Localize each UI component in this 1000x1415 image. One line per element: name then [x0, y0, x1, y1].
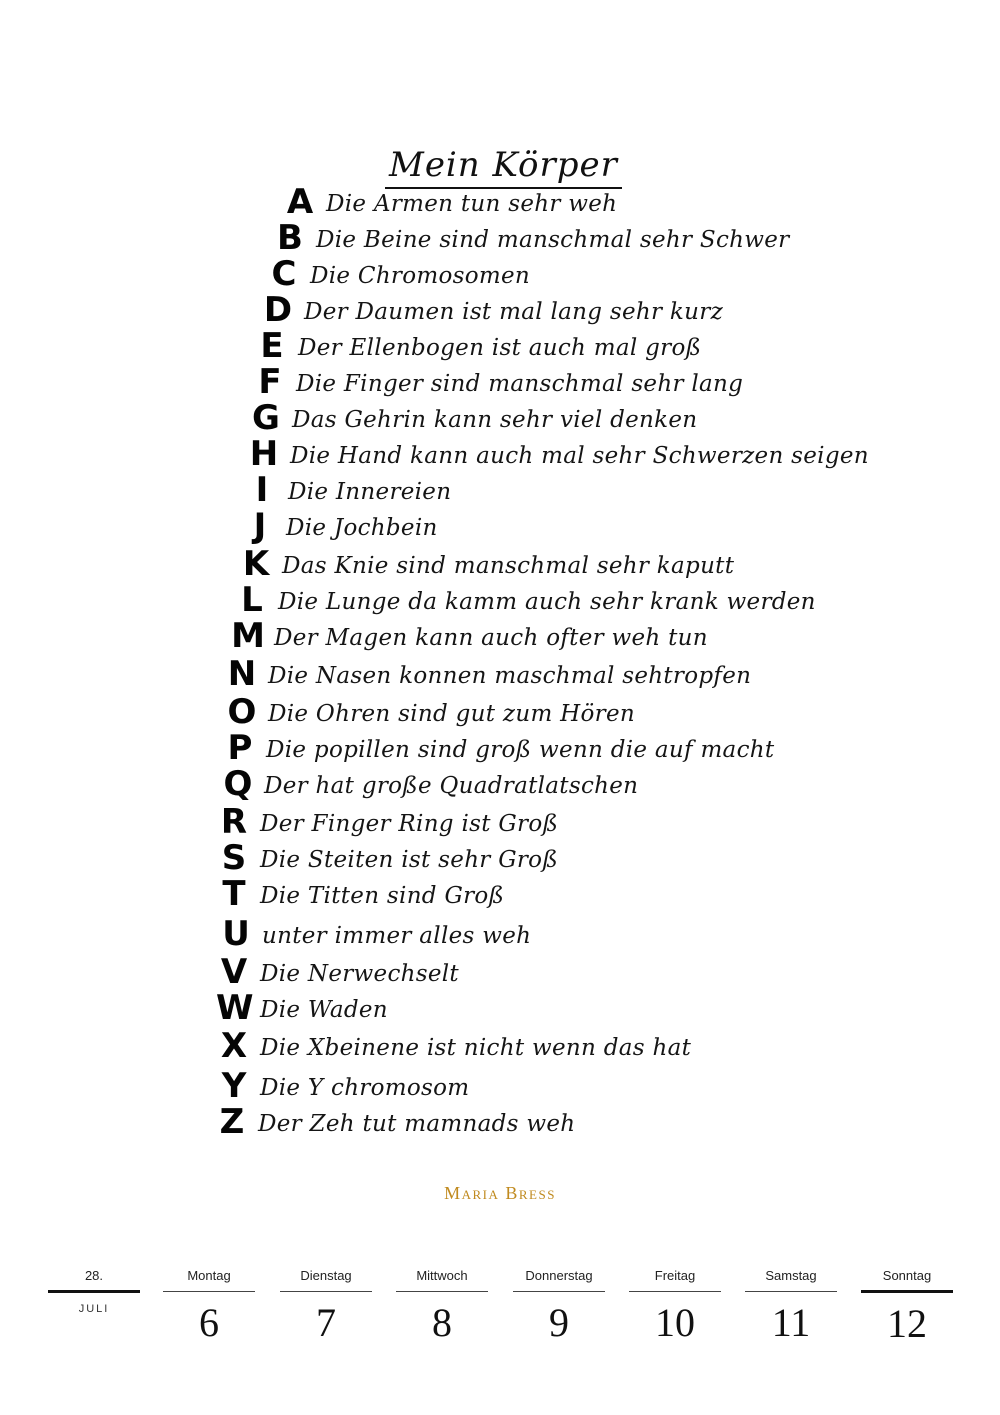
poem-line-letter: V — [220, 952, 248, 992]
poem-line-letter: Z — [219, 1102, 245, 1142]
poem-line-text: Das Gehrin kann sehr viel denken — [292, 407, 698, 433]
calendar-day — [280, 1262, 372, 1346]
poem-line-letter: U — [222, 914, 250, 954]
handwritten-poem — [216, 135, 869, 1170]
poem-line-letter: Y — [221, 1066, 247, 1106]
poem-line-letter: N — [227, 654, 257, 694]
day-name: Freitag — [654, 1268, 696, 1283]
poem-line-letter: T — [222, 874, 246, 914]
day-rule — [163, 1291, 255, 1292]
poem-line-letter: A — [286, 182, 314, 222]
day-rule — [513, 1291, 605, 1292]
day-name: Mittwoch — [416, 1268, 468, 1283]
poem-line-letter: M — [231, 616, 265, 656]
poem-line-letter: X — [220, 1026, 248, 1066]
poem-line-letter: K — [242, 544, 270, 584]
poem-line-text: Die Nerwechselt — [260, 961, 459, 987]
week-column — [48, 1262, 140, 1315]
poem-line-letter: L — [241, 580, 263, 620]
poem-line-letter: F — [258, 362, 282, 402]
day-rule — [861, 1290, 953, 1293]
day-rule — [396, 1291, 488, 1292]
poem-line-text: Die Nasen konnen maschmal sehtropfen — [268, 663, 752, 689]
day-name: Dienstag — [300, 1268, 352, 1283]
calendar-day — [163, 1262, 255, 1346]
poem-line-text: Die Xbeinene ist nicht wenn das hat — [260, 1035, 692, 1061]
poem-line-text: Die Waden — [260, 997, 388, 1023]
poem-line-text: unter immer alles weh — [262, 923, 532, 949]
week-number: 28. — [84, 1268, 104, 1283]
poem-line-text: Der Zeh tut mamnads weh — [258, 1111, 576, 1137]
poem-line-text: Der Daumen ist mal lang sehr kurz — [304, 299, 723, 325]
month-label: JULI — [78, 1303, 110, 1315]
week-calendar — [48, 1262, 953, 1357]
day-name: Samstag — [765, 1268, 817, 1283]
poem-line-letter: B — [277, 218, 303, 258]
poem-line-text: Die Jochbein — [286, 515, 438, 541]
poem-line-letter: D — [263, 290, 293, 330]
day-rule — [745, 1291, 837, 1292]
poem-line-letter: P — [227, 728, 253, 768]
poem-line-text: Die Ohren sind gut zum Hören — [268, 701, 635, 727]
poem-line-letter: H — [249, 434, 279, 474]
poem-line-letter: R — [220, 802, 248, 842]
poem-line-letter: G — [252, 398, 280, 438]
poem-line-letter: E — [260, 326, 284, 366]
poem-line-text: Die popillen sind groß wenn die auf macht — [266, 737, 775, 763]
day-rule — [629, 1291, 721, 1292]
poem-line-text: Das Knie sind manschmal sehr kaputt — [282, 553, 735, 579]
day-date: 8 — [432, 1300, 452, 1345]
day-date: 9 — [549, 1300, 569, 1345]
poem-line-text: Die Chromosomen — [310, 263, 531, 289]
poem-line-text: Die Finger sind manschmal sehr lang — [296, 371, 744, 397]
day-rule — [280, 1291, 372, 1292]
artist-signature: Maria Bress — [444, 1183, 556, 1203]
poem-line-text: Die Titten sind Groß — [260, 883, 505, 909]
day-date: 10 — [655, 1300, 695, 1345]
day-date: 11 — [771, 1300, 811, 1345]
poem-line-letter: J — [253, 506, 267, 546]
poem-line-text: Der Ellenbogen ist auch mal groß — [298, 335, 702, 361]
day-name: Sonntag — [882, 1268, 932, 1283]
poem-line-text: Der Finger Ring ist Groß — [260, 811, 559, 837]
day-date: 6 — [199, 1300, 219, 1345]
poem-title: Mein Körper — [385, 145, 622, 189]
poem-line-text: Die Steiten ist sehr Groß — [260, 847, 558, 873]
calendar-day — [629, 1262, 721, 1346]
day-name: Donnerstag — [525, 1268, 593, 1283]
poem-line-letter: S — [221, 838, 247, 878]
calendar-day — [513, 1262, 605, 1346]
week-rule — [48, 1290, 140, 1293]
poem-line-text: Die Innereien — [288, 479, 452, 505]
poem-line-text: Die Beine sind manschmal sehr Schwer — [316, 227, 790, 253]
poem-line-text: Die Armen tun sehr weh — [326, 191, 618, 217]
poem-line-text: Der hat große Quadratlatschen — [264, 773, 639, 799]
calendar-day — [396, 1262, 488, 1346]
poem-line-text: Der Magen kann auch ofter weh tun — [274, 625, 708, 651]
day-name: Montag — [187, 1268, 231, 1283]
poem-line-text: Die Y chromosom — [260, 1075, 470, 1101]
poem-line-letter: O — [227, 692, 257, 732]
calendar-day — [745, 1262, 837, 1346]
calendar-day — [861, 1262, 953, 1347]
day-date: 7 — [316, 1300, 336, 1345]
poem-line-letter: I — [255, 470, 269, 510]
poem-line-text: Die Lunge da kamm auch sehr krank werden — [278, 589, 816, 615]
poem-line-text: Die Hand kann auch mal sehr Schwerzen seigen — [290, 443, 869, 469]
day-date: 12 — [887, 1301, 927, 1346]
poem-line-letter: Q — [223, 764, 253, 804]
poem-line-letter: C — [271, 254, 297, 294]
poem-line-letter: W — [216, 988, 254, 1028]
